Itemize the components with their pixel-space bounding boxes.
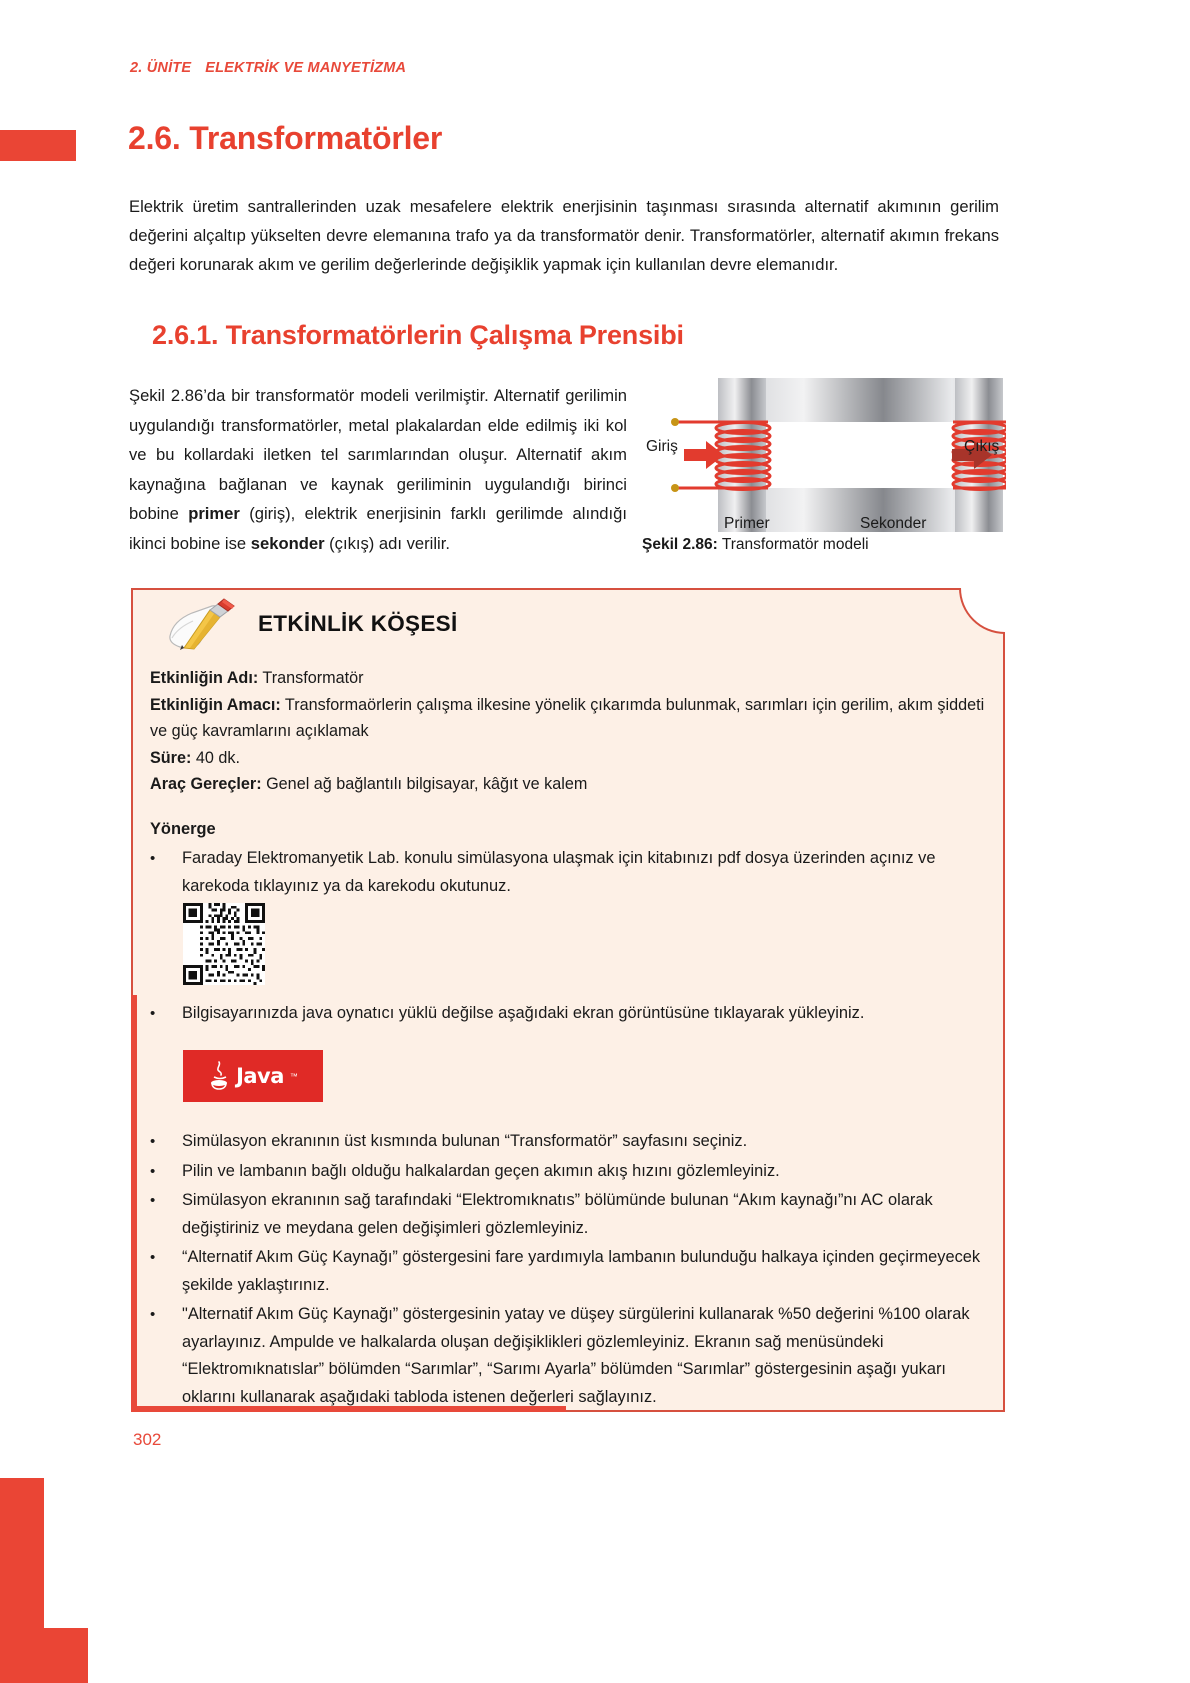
transformer-diagram-svg bbox=[636, 370, 1006, 545]
list-item bbox=[150, 845, 990, 900]
activity-meta-value: Transformatör bbox=[258, 669, 364, 687]
figure-label-secondary: Sekonder bbox=[860, 515, 927, 532]
activity-title: ETKİNLİK KÖŞESİ bbox=[258, 611, 458, 636]
list-item-text: Simülasyon ekranının sağ tarafındaki “Elektromıknatıs” bölümünde bulunan “Akım kaynağı”nı AC olarak değiştiriniz ve meydana gelen değişimleri gözlemleyiniz. bbox=[182, 1191, 933, 1237]
directions-bullets-top bbox=[150, 845, 990, 902]
unit-color-tab bbox=[0, 130, 76, 161]
activity-meta-row bbox=[150, 692, 990, 745]
column-paragraph-part3: (çıkış) adı verilir. bbox=[324, 533, 450, 553]
qr-code-icon[interactable] bbox=[183, 903, 265, 985]
bullet-dot-icon: • bbox=[150, 1192, 156, 1209]
figure-label-primary: Primer bbox=[724, 515, 770, 532]
activity-left-accent-bar bbox=[131, 995, 137, 1412]
bullet-dot-icon: • bbox=[150, 1162, 156, 1180]
list-item bbox=[150, 1158, 990, 1186]
list-item bbox=[150, 1000, 990, 1028]
list-item-text: “Alternatif Akım Güç Kaynağı” göstergesini fare yardımıyla lambanın bulunduğu halkaya içinden geçirmeyecek şekilde yaklaştırınız. bbox=[182, 1248, 981, 1294]
activity-meta-row bbox=[150, 745, 990, 772]
directions-bullets-bottom bbox=[150, 1128, 990, 1413]
running-header bbox=[130, 60, 406, 76]
bullet-dot-icon: • bbox=[150, 1306, 156, 1323]
scroll-pencil-icon bbox=[166, 598, 238, 650]
activity-meta-label: Etkinliğin Adı: bbox=[150, 669, 259, 687]
primary-coil bbox=[716, 423, 770, 490]
activity-meta-row bbox=[150, 771, 990, 798]
activity-meta-value: Transformaörlerin çalışma ilkesine yönelik çıkarımda bulunmak, sarımları için gerilim, akım şiddeti ve güç kavramlarını açıklamak bbox=[150, 695, 985, 740]
activity-meta-value: 40 dk. bbox=[191, 748, 240, 767]
subsection-title: 2.6.1. Transformatörlerin Çalışma Prensibi bbox=[152, 320, 684, 350]
page-number: 302 bbox=[133, 1430, 162, 1449]
java-logo-trademark: ™ bbox=[289, 1071, 298, 1081]
activity-meta-list bbox=[150, 665, 990, 798]
activity-header bbox=[166, 598, 458, 650]
activity-meta-value: Genel ağ bağlantılı bilgisayar, kâğıt ve kalem bbox=[261, 775, 588, 793]
page-title: 2.6. Transformatörler bbox=[128, 120, 443, 156]
list-item bbox=[150, 1187, 990, 1242]
list-item-text: Simülasyon ekranının üst kısmında bulunan “Transformatör” sayfasını seçiniz. bbox=[182, 1132, 748, 1150]
java-steam-icon bbox=[208, 1061, 230, 1091]
figure-label-output: Çıkış bbox=[964, 438, 1000, 455]
bullet-dot-icon: • bbox=[150, 850, 156, 867]
figure-caption bbox=[642, 536, 869, 554]
bullet-dot-icon: • bbox=[150, 1133, 156, 1150]
column-paragraph-part2: (giriş), elektrik enerjisinin farklı gerilimde alındığı ikinci bobine ise bbox=[129, 504, 627, 553]
term-sekonder: sekonder bbox=[250, 533, 325, 553]
activity-meta-label: Süre: bbox=[150, 748, 192, 767]
activity-meta-row bbox=[150, 665, 990, 692]
figure-label-input: Giriş bbox=[646, 438, 678, 455]
java-download-button[interactable] bbox=[183, 1050, 323, 1102]
column-paragraph bbox=[129, 381, 627, 558]
running-header-title: ELEKTRİK VE MANYETİZMA bbox=[205, 60, 407, 76]
running-header-unit: 2. ÜNİTE bbox=[130, 60, 192, 76]
list-item-text: Bilgisayarınızda java oynatıcı yüklü değilse aşağıdaki ekran görüntüsüne tıklayarak yükleyiniz. bbox=[182, 1004, 865, 1022]
primary-terminal-bottom bbox=[671, 484, 679, 492]
figure-caption-text: Transformatör modeli bbox=[717, 536, 869, 553]
list-item bbox=[150, 1128, 990, 1156]
java-logo-text: Java bbox=[236, 1064, 284, 1088]
term-primer: primer bbox=[188, 504, 240, 523]
figure-caption-label: Şekil 2.86: bbox=[642, 536, 718, 553]
bullet-dot-icon: • bbox=[150, 1005, 156, 1022]
activity-meta-label: Etkinliğin Amacı: bbox=[150, 695, 281, 714]
footer-decorative-shape bbox=[0, 1478, 88, 1683]
primary-terminal-top bbox=[671, 418, 679, 426]
list-item-text: Faraday Elektromanyetik Lab. konulu simülasyona ulaşmak için kitabınızı pdf dosya üzerinden açınız ve karekoda tıklayınız ya da karekodu okutunuz. bbox=[182, 849, 936, 895]
activity-meta-label: Araç Gereçler: bbox=[150, 775, 262, 793]
directions-bullet-java bbox=[150, 1000, 990, 1030]
column-paragraph-part1: Şekil 2.86’da bir transformatör modeli verilmiştir. Alternatif gerilimin uygulandığı transformatörler, metal plakalardan elde edilmiş iki kol ve bu kollardaki iletken tel sarımlarından oluşur. Alternatif akım kaynağına bağlanan ve kaynak geriliminin uygulandığı birinci bobine bbox=[129, 386, 627, 523]
list-item-text: "Alternatif Akım Güç Kaynağı” göstergesinin yatay ve düşey sürgülerini kullanarak %50 değerini %100 olarak ayarlayınız. Ampulde ve halkalarda oluşan değişiklikleri gözlemleyiniz. Ekranın sağ menüsündeki “Elektromıknatıslar” bölümden “Sarımlar”, “Sarımı Ayarla” bölümden “Sarımlar” göstergesinin aşağı yukarı oklarını kullanarak aşağıdaki tabloda istenen değerleri sağlayınız. bbox=[182, 1305, 970, 1406]
list-item bbox=[150, 1301, 990, 1411]
core-window bbox=[766, 422, 955, 488]
directions-title: Yönerge bbox=[150, 820, 216, 838]
intro-paragraph: Elektrik üretim santrallerinden uzak mesafelere elektrik enerjisinin taşınması sırasında alternatif akımının gerilim değerini alçaltıp yükselten devre elemanına trafo ya da transformatör denir. Transformatörler, alternatif akımın frekans değeri korunarak akım ve gerilim değerlerinde değişiklik yapmak için kullanılan devre elemanıdır. bbox=[129, 197, 999, 274]
list-item bbox=[150, 1244, 990, 1299]
list-item-text: Pilin ve lambanın bağlı olduğu halkalardan geçen akımın akış hızını gözlemleyiniz. bbox=[182, 1161, 780, 1180]
bullet-dot-icon: • bbox=[150, 1249, 156, 1266]
